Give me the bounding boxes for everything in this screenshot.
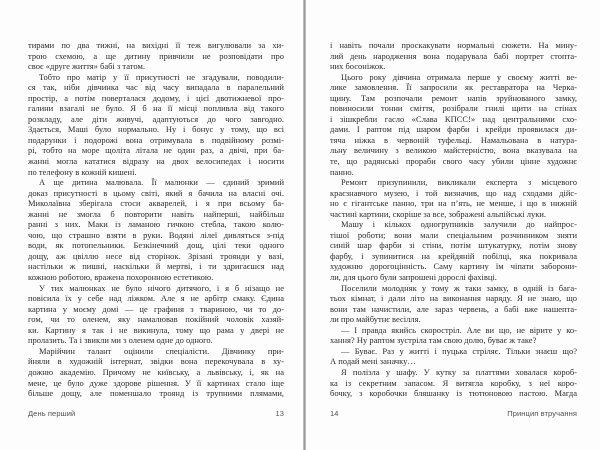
page-right (306, 0, 600, 450)
text-line: і навіть почали проскакувати нормальні сюжети. На мину- (330, 40, 577, 50)
text-line: Марійчин талант оцінили спеціалісти. Дівчинку при- (39, 345, 284, 356)
text-line: щину. Там розпочали ремонт напів зруйнованого замку, (330, 92, 577, 103)
text-line: Миколаївна зберігала стоси акварелей, і я при всьому ба- (28, 198, 284, 209)
text-line: картина у моєму домі — це графиня з твариною, чи то до- (28, 303, 284, 314)
text-line: тьох кімнат, і дали літо на виконання наряду. Я не знаю, що (330, 293, 577, 304)
text-line: льну величину з великою майстерністю, вона вказувала на (330, 145, 577, 156)
text-line: хання? Ну раптом зустріла там свою долю, буває ж таке? (330, 335, 537, 346)
text-line: краєзнавчого музею, і той визначив, що над сходами дійс- (330, 187, 577, 198)
text-line: лий день народження вона подарувала бабі портрет стопта- (330, 50, 577, 61)
text-line: йняли в художній інтернат, звідки вона перекочувала в ху- (28, 356, 284, 367)
text-line: по телефону в кожній кишені. (28, 166, 137, 177)
text-line: ли, для цього були запрошені дорослі фахівці. (330, 272, 497, 283)
text-line: Поселили молодняк у тому ж таки замку, в одній із бага- (341, 282, 577, 293)
text-line: панно. (330, 166, 354, 177)
text-line: настільки ж пишні, наскільки й мертві, і ти здригаєшся над (28, 261, 284, 272)
text-line: Ремонт призупинили, викликали експерта з місцевого (341, 177, 577, 188)
text-line: і зішкребли гасло «Слава КПСС!» над центральними схо- (330, 113, 577, 124)
text-line: мене, це було дуже здорове рішення. У її картинах стало іще (28, 377, 284, 388)
text-line: жанні не змогла б повторити навіть найперші, найбільш (28, 208, 284, 219)
text-line: тяча ніжка в червоній туфельці. Намальована в натура- (330, 134, 577, 145)
text-line: Здається, Маші було нормально. Ну і бонус у тому, що всі (28, 124, 284, 135)
text-line: подарунки і подорожі вона отримувала в подвійному розмі- (28, 134, 284, 145)
page-number-right: 14 (330, 409, 339, 418)
text-line: повісила їх у себе над ліжком. Але я не арбітр смаку. Єдина (28, 293, 284, 304)
text-line: тішої роботи; вони мали спеціальним розчинником зняти (330, 229, 577, 240)
text-line: частині картини, скоріше за все, зображені альпійські луки. (330, 208, 546, 219)
text-line: Цього року дівчина отримала перше у своєму житті ве- (341, 71, 577, 82)
text-line: них босоніжок. (330, 61, 386, 72)
text-line: повиносили тонни сміття, розібрали гнилі щити на стінах (330, 103, 577, 114)
text-line: дощу, аж цвіллю несе від сторінок. Зрізані троянди у вазі, (28, 250, 284, 261)
text-line: бочку, з коробочки бляшанку із тютюновою пастою. Магда (330, 388, 577, 399)
text-line: більше дощу, але поменшало троянд із трупними плямами, (28, 388, 284, 399)
page-left-footer (28, 409, 284, 418)
text-line: тирами по два тижні, на вихідні її теж вигулювали за хи- (28, 40, 284, 50)
text-line: доказ присутності в цьому світі, який я бачила на власні очі. (28, 187, 284, 198)
text-line: галини взагалі не було. Я б на її місці попливла від такого (28, 103, 284, 114)
text-line: художню дорогоцінність. Саму картину їм чіпати заборони- (330, 261, 577, 272)
text-line: — І правда якийсь скоростріл. Але ви що, не вірите у ко- (341, 324, 577, 335)
text-line: Машу і кількох одногрупників залучили до найпрос- (341, 219, 577, 230)
text-line: ли про майбутнє весілля. (330, 314, 421, 325)
text-line: кожною роботою, вражена похоронною естетикою. (28, 272, 214, 283)
running-footer-book-title: Принцип втручання (507, 409, 577, 418)
text-line: розкладу, але діти живучі, адаптуються до чого завгодно. (28, 113, 284, 124)
text-line: те, що радянські прораби свого часу убили цінне художнє (330, 156, 577, 167)
text-line: трою схемою, а ще дитину привчили не розповідати про (28, 50, 284, 61)
text-line: гом, чи то оленем, яку намалював покійний чоловік хазяй- (28, 314, 284, 325)
text-line: ка із секретним запасом. Я витягла коробку, з неї коро- (330, 377, 577, 388)
text-line: У тих малюнках не було нічого дитячого, і я б нізащо не (39, 282, 284, 293)
text-line: дожню академію. Причому не київську, а львівську, і, як на (28, 366, 284, 377)
page-right-footer (330, 409, 577, 418)
text-line: жанні могла кататися відразу на двох велосипедах і носити (28, 156, 284, 167)
text-line: но є гігантське панно, три на п’ять, не менше, і що в нижній (330, 198, 577, 209)
text-line: пролазить. Та і звикли ми з оленем одне до одного. (28, 335, 213, 346)
text-line: фарбу, і зупинитися на крейдяній побілці, яка покривала (330, 250, 577, 261)
text-line: лике замовлення. Її запросили як реставратора на Черка- (330, 82, 577, 93)
text-line: ранні з них. Маки із ламаною гичкою стебла, такою колю- (28, 219, 284, 230)
text-line: вони там начистили, але зараз червень, а бабі вже нашепта- (330, 303, 577, 314)
text-line: рі, тобто на море щоліта літала не один раз, а двічі, при ба- (28, 145, 284, 156)
text-line: ки. Картину я так і не викинула, тому що рама у двері не (28, 324, 284, 335)
text-line: простір, а потім поверталася додому, і цієї двотижневої про- (28, 92, 284, 103)
text-line: — Буває. Раз у житті і пуцька стріляє. Тільки знаєш що? (341, 345, 577, 356)
text-line: чою, що страшно взяти в руки. Водяні лілеї дивляться з-під (28, 229, 284, 240)
text-line: А подай мені заначку… (330, 356, 416, 367)
text-line: Тобто про матір у її присутності не згадували, поводили- (39, 71, 284, 82)
text-line: дами. І раптом під шаром фарби і крейди проявилася ди- (330, 124, 577, 135)
text-line: води, як потопельники. Безкінечний дощ, цілі теки одного (28, 240, 284, 251)
text-line: ся так, ніби дівчинка час від часу випадала в паралельний (28, 82, 284, 93)
page-number-left: 13 (275, 409, 284, 418)
text-line: своє «друге життя» бабі з татом. (28, 61, 145, 72)
running-footer-chapter: День перший (28, 409, 76, 418)
page-right-text (330, 40, 577, 399)
page-left-text (28, 40, 284, 399)
text-line: синій шар фарби зі стіни, потім штукатурку, потім знову (330, 240, 577, 251)
text-line: Я полізла у шафу. У кутку за платтями ховалася короб- (341, 366, 577, 377)
text-line: А ще дитина малювала. Її малюнки — єдиний зримий (39, 177, 284, 188)
